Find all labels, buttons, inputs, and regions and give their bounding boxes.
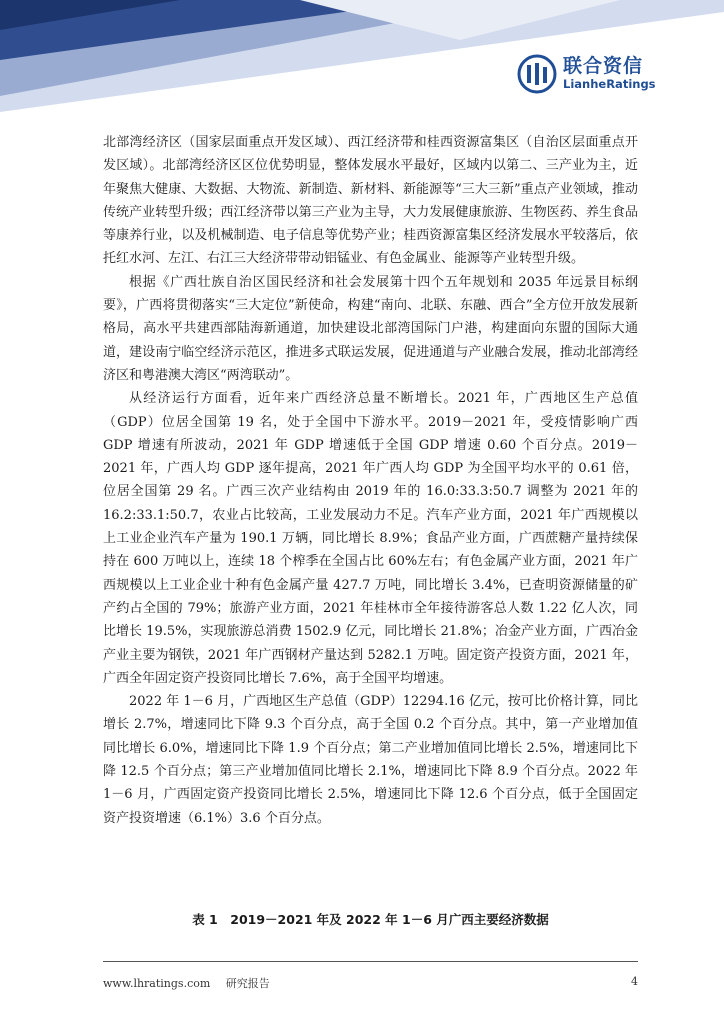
table-caption: 表 1 2019－2021 年及 2022 年 1－6 月广西主要经济数据 (192, 912, 549, 927)
footer-divider (103, 961, 638, 962)
body-text (103, 131, 638, 830)
paragraph-2022-h1: 2022 年 1－6 月，广西地区生产总值（GDP）12294.16 亿元，按可比价格计算，同比增长 2.7%，增速同比下降 9.3 个百分点，高于全国 0.2 个百分点。其中，第一产业增加值同比增长 6.0%，增速同比下降 1.9 个百分点；第二产业增加值同比增长 2.5%，增速同比下降 12.5 个百分点；第三产业增加值同比增长 2.1%，增速同比下降 8.9 个百分点。2022 年 1－6 月，广西固定资产投资同比增长 2.5%，增速同比下降 12.6 个百分点，低于全国固定资产投资增速（6.1%）3.6 个百分点。 (103, 694, 638, 826)
footer-website-link[interactable]: www.lhratings.com (103, 977, 211, 990)
paragraph-plan: 根据《广西壮族自治区国民经济和社会发展第十四个五年规划和 2035 年远景目标纲要》，广西将贯彻落实“三大定位”新使命，构建“南向、北联、东融、西合”全方位开放发展新格局，高水平共建西部陆海新通道，加快建设北部湾国际门户港，构建面向东盟的国际大通道，建设南宁临空经济示范区，推进多式联运发展，促进通道与产业融合发展，推动北部湾经济区和粤港澳大湾区“两湾联动”。 (103, 274, 638, 383)
company-logo (517, 52, 687, 96)
page-number: 4 (631, 975, 638, 988)
logo-chinese-name: 联合资信 (563, 55, 644, 78)
logo-english-name: LianheRatings (563, 77, 656, 92)
page-footer (103, 975, 638, 991)
paragraph-economy: 从经济运行方面看，近年来广西经济总量不断增长。2021 年，广西地区生产总值（GDP）位居全国第 19 名，处于全国中下游水平。2019－2021 年，受疫情影响广西 GDP 增速有所波动，2021 年 GDP 增速低于全国 GDP 增速 0.60 个百分点。2019－2021 年，广西人均 GDP 逐年提高，2021 年广西人均 GDP 为全国平均水平的 0.61 倍，位居全国第 29 名。广西三次产业结构由 2019 年的 16.0:33.3:50.7 调整为 2021 年的 16.2:33.1:50.7，农业占比较高，工业发展动力不足。汽车产业方面，2021 年广西规模以上工业企业汽车产量为 190.1 万辆，同比增长 8.9%；食品产业方面，广西蔗糖产量持续保持在 600 万吨以上，连续 18 个榨季在全国占比 60%左右；有色金属产业方面，2021 年广西规模以上工业企业十种有色金属产量 427.7 万吨，同比增长 3.4%，已查明资源储量的矿产约占全国的 79%；旅游产业方面，2021 年桂林市全年接待游客总人数 1.22 亿人次，同比增长 19.5%，实现旅游总消费 1502.9 亿元，同比增长 21.8%；冶金产业方面，广西冶金产业主要为钢铁，2021 年广西钢材产量达到 5282.1 万吨。固定资产投资方面，2021 年，广西全年固定资产投资同比增长 7.6%，高于全国平均增速。 (103, 391, 639, 686)
lianhe-logo-icon (517, 54, 557, 94)
footer-doc-type: 研究报告 (225, 977, 270, 990)
paragraph-regions: 北部湾经济区（国家层面重点开发区域）、西江经济带和桂西资源富集区（自治区层面重点开发区域）。北部湾经济区区位优势明显，整体发展水平最好，区域内以第二、三产业为主，近年聚焦大健康、大数据、大物流、新制造、新材料、新能源等“三大三新”重点产业领域，推动传统产业转型升级；西江经济带以第三产业为主导，大力发展健康旅游、生物医药、养生食品等康养行业，以及机械制造、电子信息等优势产业；桂西资源富集区经济发展水平较落后，依托红水河、左江、右江三大经济带带动铝锰业、有色金属业、能源等产业转型升级。 (103, 135, 638, 267)
